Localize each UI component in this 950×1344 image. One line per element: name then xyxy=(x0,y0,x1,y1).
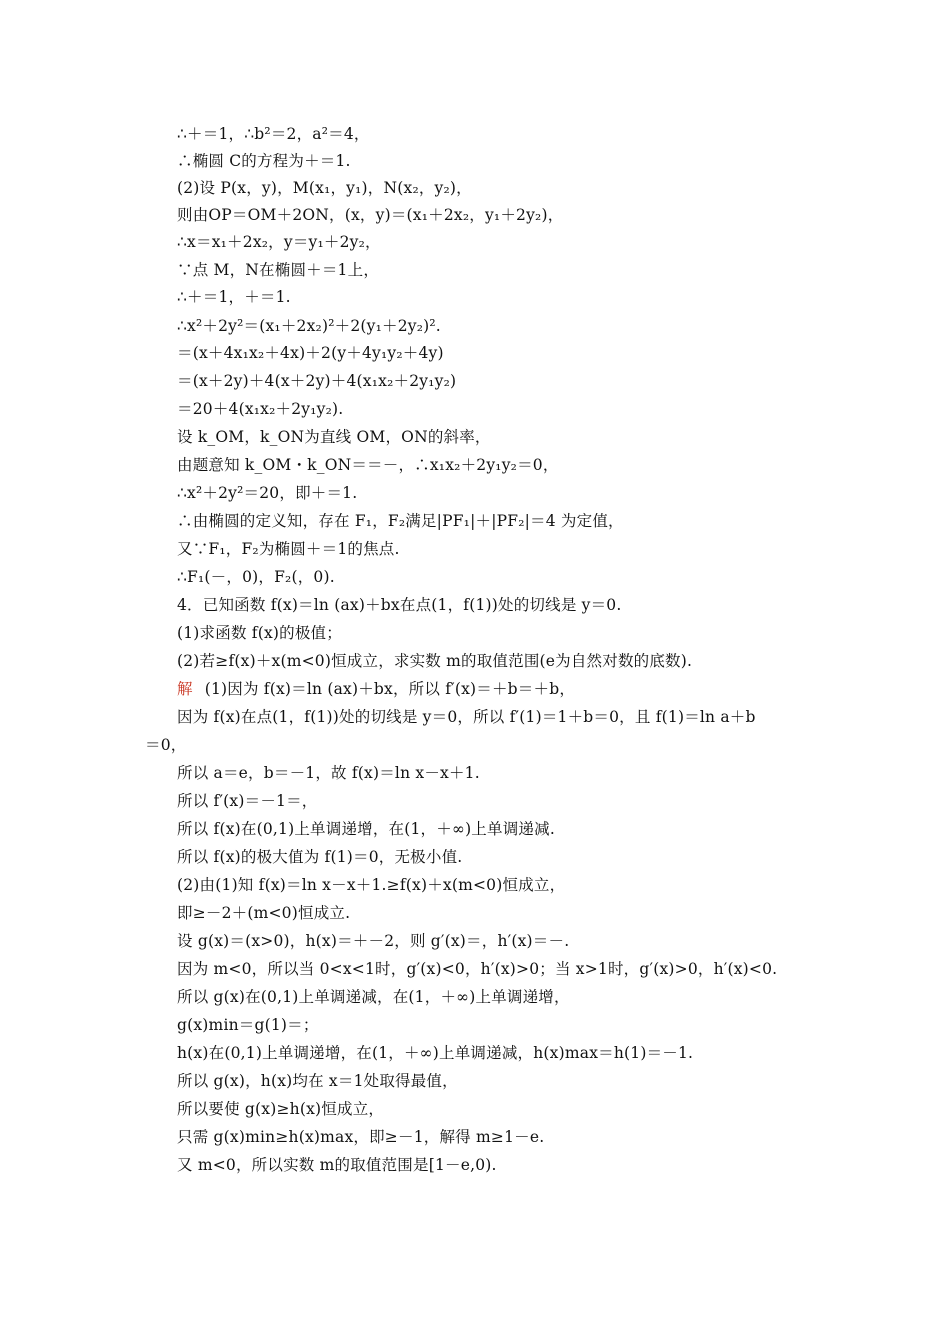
text-line: ∴由椭圆的定义知，存在 F₁，F₂满足|PF₁|＋|PF₂|＝4 为定值， xyxy=(177,512,624,530)
text-line: (2)由(1)知 f(x)＝ln x－x＋1.≥f(x)＋x(m<0)恒成立， xyxy=(177,876,566,894)
text-line: 又∵F₁，F₂为椭圆＋＝1的焦点. xyxy=(177,540,400,558)
text-line: ∴x＝x₁＋2x₂，y＝y₁＋2y₂， xyxy=(177,233,381,251)
text-line: ∴椭圆 C的方程为＋＝1. xyxy=(177,152,351,170)
text-line: 因为 f(x)在点(1，f(1))处的切线是 y＝0，所以 f′(1)＝1＋b＝0，且 f(1)＝ln a＋b xyxy=(177,708,756,726)
text-line: 设 g(x)＝(x>0)，h(x)＝＋－2，则 g′(x)＝，h′(x)＝－. xyxy=(177,932,570,950)
text-line: h(x)在(0,1)上单调递增，在(1，＋∞)上单调递减，h(x)max＝h(1)＝－1. xyxy=(177,1044,694,1062)
text-line: ∵点 M，N在椭圆＋＝1上， xyxy=(177,261,380,279)
solution-line xyxy=(177,679,575,699)
text-line: ∴x²＋2y²＝(x₁＋2x₂)²＋2(y₁＋2y₂)². xyxy=(177,317,441,335)
text-line: 即≥－2＋(m<0)恒成立. xyxy=(177,904,351,922)
text-line: ∴x²＋2y²＝20，即＋＝1. xyxy=(177,484,358,502)
text-line: 只需 g(x)min≥h(x)max，即≥－1，解得 m≥1－e. xyxy=(177,1128,545,1146)
text-line: ∴F₁(－，0)，F₂(，0). xyxy=(177,568,335,586)
text-line: 所以 g(x)在(0,1)上单调递减，在(1，＋∞)上单调递增， xyxy=(177,988,570,1006)
text-line: ＝(x＋2y)＋4(x＋2y)＋4(x₁x₂＋2y₁y₂) xyxy=(177,372,457,390)
text-line: ＝0， xyxy=(145,736,187,754)
text-line: 4．已知函数 f(x)＝ln (ax)＋bx在点(1，f(1))处的切线是 y＝0. xyxy=(177,596,622,614)
text-line: 所以 g(x)，h(x)均在 x＝1处取得最值， xyxy=(177,1072,458,1090)
text-line: 所以要使 g(x)≥h(x)恒成立， xyxy=(177,1100,385,1118)
text-line: 所以 a＝e，b＝－1，故 f(x)＝ln x－x＋1. xyxy=(177,764,480,782)
text-line: ＝(x＋4x₁x₂＋4x)＋2(y＋4y₁y₂＋4y) xyxy=(177,344,444,362)
text-line: 所以 f(x)在(0,1)上单调递增，在(1，＋∞)上单调递减. xyxy=(177,820,555,838)
text-line: (2)若≥f(x)＋x(m<0)恒成立，求实数 m的取值范围(e为自然对数的底数). xyxy=(177,652,693,670)
text-line: (1)求函数 f(x)的极值； xyxy=(177,624,342,642)
text-line: ∴＋＝1，＋＝1. xyxy=(177,288,291,306)
text-line: 由题意知 k_OM・k_ON＝＝－，∴x₁x₂＋2y₁y₂＝0， xyxy=(177,456,559,474)
text-line: 所以 f(x)的极大值为 f(1)＝0，无极小值. xyxy=(177,848,463,866)
text-line: (2)设 P(x，y)，M(x₁，y₁)，N(x₂，y₂)， xyxy=(177,179,472,197)
solution-marker: 解 xyxy=(177,680,193,698)
text-line: ＝20＋4(x₁x₂＋2y₁y₂). xyxy=(177,400,344,418)
text-line: 设 k_OM，k_ON为直线 OM，ON的斜率， xyxy=(177,428,491,446)
text-line: 又 m<0，所以实数 m的取值范围是[1－e,0). xyxy=(177,1156,497,1174)
text-line: 所以 f′(x)＝－1＝， xyxy=(177,792,318,810)
text-line: ∴＋＝1，∴b²＝2，a²＝4， xyxy=(177,125,370,143)
text-line: 则由OP＝OM＋2ON，(x，y)＝(x₁＋2x₂，y₁＋2y₂)， xyxy=(177,206,564,224)
text-line: g(x)min＝g(1)＝； xyxy=(177,1016,319,1034)
text-span: (1)因为 f(x)＝ln (ax)＋bx，所以 f′(x)＝＋b＝＋b， xyxy=(204,680,576,698)
text-line: 因为 m<0，所以当 0<x<1时，g′(x)<0，h′(x)>0；当 x>1时，g′(x)>0，h′(x)<0. xyxy=(177,960,778,978)
